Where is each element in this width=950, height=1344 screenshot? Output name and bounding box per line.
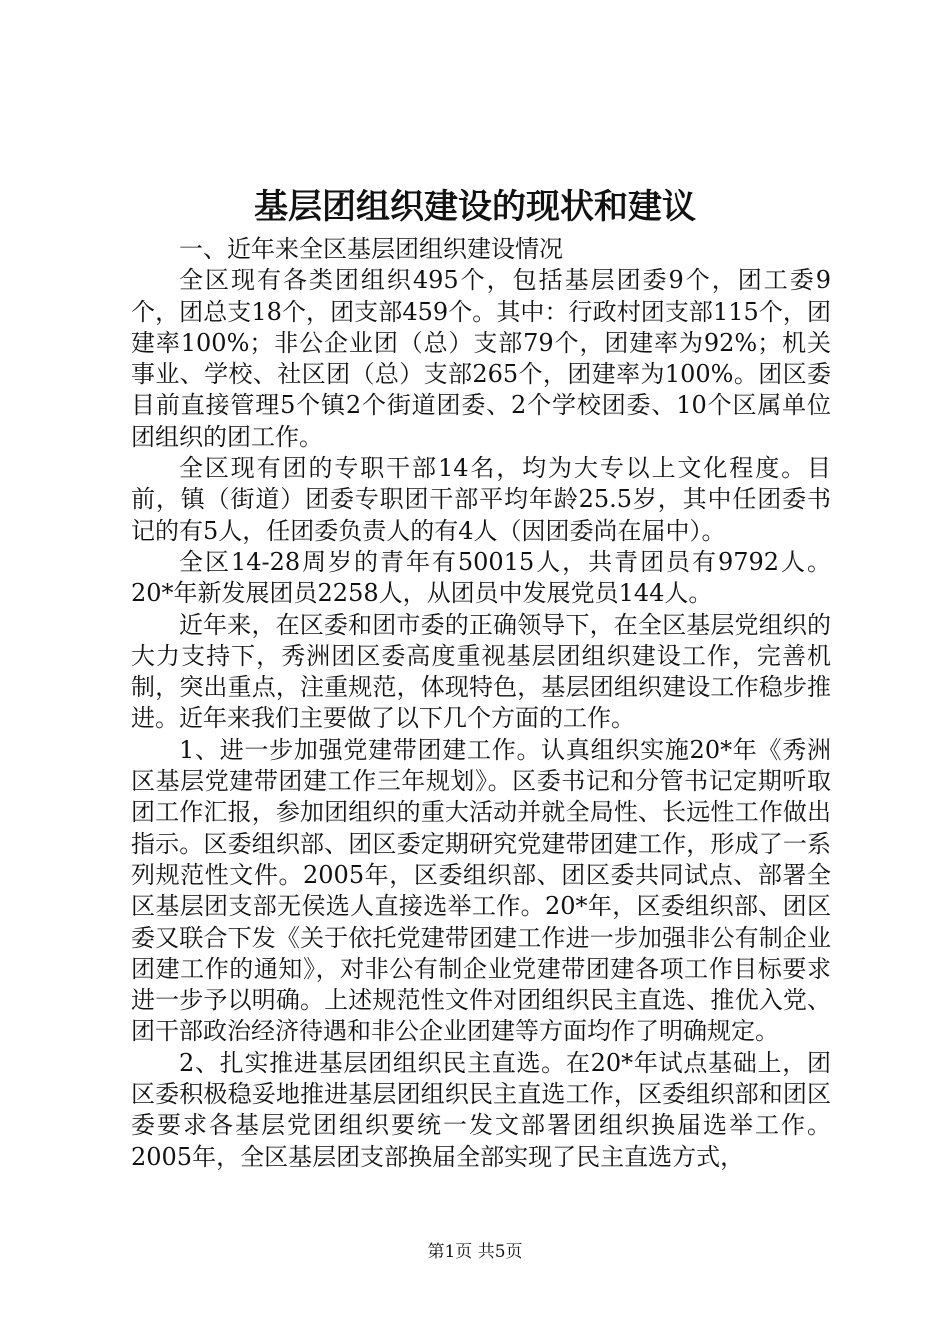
section-heading: 一、近年来全区基层团组织建设情况 [179, 235, 563, 263]
document-body [131, 234, 831, 1173]
paragraph: 近年来，在区委和团市委的正确领导下，在全区基层党组织的大力支持下，秀洲团区委高度重视基层团组织建设工作，完善机制，突出重点，注重规范，体现特色，基层团组织建设工作稳步推进。近年来我们主要做了以下几个方面的工作。 [131, 610, 831, 733]
page-footer [0, 1241, 950, 1263]
document-title: 基层团组织建设的现状和建议 [254, 187, 696, 227]
paragraph: 2、扎实推进基层团组织民主直选。在20*年试点基础上，团区委积极稳妥地推进基层团组织民主直选工作，区委组织部和团区委要求各基层党团组织要统一发文部署团组织换届选举工作。2005年，全区基层团支部换届全部实现了民主直选方式， [131, 1048, 831, 1171]
paragraph: 全区14-28周岁的青年有50015人，共青团员有9792人。20*年新发展团员2258人，从团员中发展党员144人。 [131, 547, 831, 608]
paragraph: 1、进一步加强党建带团建工作。认真组织实施20*年《秀洲区基层党建带团建工作三年规划》。区委书记和分管书记定期听取团工作汇报，参加团组织的重大活动并就全局性、长远性工作做出指示。区委组织部、团区委定期研究党建带团建工作，形成了一系列规范性文件。2005年，区委组织部、团区委共同试点、部署全区基层团支部无侯选人直接选举工作。20*年，区委组织部、团区委又联合下发《关于依托党建带团建工作进一步加强非公有制企业团建工作的通知》，对非公有制企业党建带团建各项工作目标要求进一步予以明确。上述规范性文件对团组织民主直选、推优入党、团干部政治经济待遇和非公企业团建等方面均作了明确规定。 [131, 735, 831, 1046]
paragraph: 全区现有各类团组织495个，包括基层团委9个，团工委9个，团总支18个，团支部459个。其中：行政村团支部115个，团建率100%；非公企业团（总）支部79个，团建率为92%；机关事业、学校、社区团（总）支部265个，团建率为100%。团区委目前直接管理5个镇2个街道团委、2个学校团委、10个区属单位团组织的团工作。 [131, 266, 831, 451]
page-indicator: 第1页 共5页 [427, 1242, 523, 1262]
paragraph: 全区现有团的专职干部14名，均为大专以上文化程度。目前，镇（街道）团委专职团干部平均年龄25.5岁，其中任团委书记的有5人，任团委负责人的有4人（因团委尚在届中）。 [131, 454, 831, 545]
